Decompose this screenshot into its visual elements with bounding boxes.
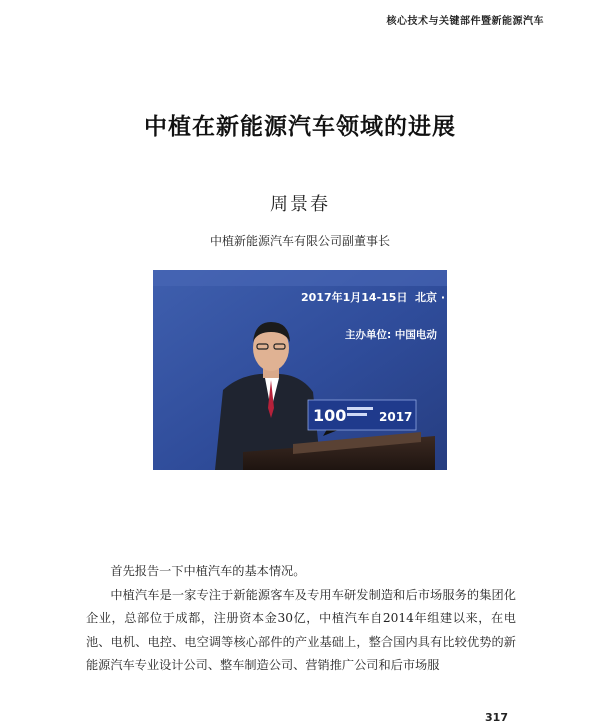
author-affiliation: 中植新能源汽车有限公司副董事长 [209, 234, 390, 248]
author-name: 周景春 [270, 194, 330, 215]
running-header: 核心技术与关键部件暨新能源汽车 [386, 16, 544, 27]
paragraph: 中植汽车是一家专注于新能源客车及专用车研发制造和后市场服务的集团化企业，总部位于成都，注册资本金30亿，中植汽车自2014年组建以来，在电池、电机、电控、电空调等核心部件的产业基础上，整合国内具有比较优势的新能源汽车专业设计公司、整车制造公司、营销推广公司和后市场服 [86, 587, 516, 672]
body-text [86, 560, 516, 678]
podium-year-text: 2017 [379, 410, 413, 424]
banner-place-text: 北京 · 钓 [415, 291, 460, 304]
banner-date-text: 2017年1月14-15日 [301, 291, 408, 304]
paragraph: 首先报告一下中植汽车的基本情况。 [110, 564, 306, 578]
organizer-text: 主办单位: 中国电动 [345, 329, 437, 341]
article-title: 中植在新能源汽车领域的进展 [144, 114, 456, 140]
podium-logo-text: 100 [313, 406, 347, 425]
page-number: 317 [485, 711, 508, 724]
speaker-photo [153, 270, 460, 470]
